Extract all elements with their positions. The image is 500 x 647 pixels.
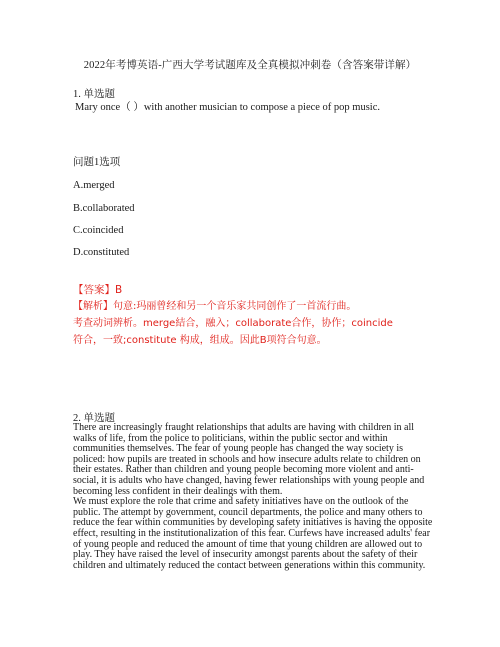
passage-line: reduce the fear within communities by developing safety initiatives is having the opposite	[73, 517, 433, 529]
question-1-stem: Mary once（ ）with another musician to compose a piece of pop music.	[75, 102, 381, 113]
analysis-block	[73, 298, 433, 349]
passage-line: of young people and reduced the amount of time that young children are allowed out to	[73, 538, 423, 550]
passage-line: communities themselves. The fear of young people has changed the way society is	[73, 443, 403, 455]
passage-line: There are increasingly fraught relationships that adults are having with children in all	[73, 422, 414, 433]
passage-line: becoming less confident in their dealings with them.	[73, 485, 283, 497]
reading-passage	[73, 423, 433, 571]
passage-line: their estates. Rather than children and young people becoming more violent and anti-	[73, 464, 414, 476]
passage-line: walks of life, from the police to politicians, within the public sector and within	[73, 432, 388, 444]
passage-line: We must explore the role that crime and safety initiatives have on the outlook of the	[73, 496, 409, 508]
question-1-heading: 1. 单选题	[73, 89, 115, 100]
passage-line: policed: how pupils are treated in schools and how insecure adults relate to children on	[73, 453, 421, 465]
option-b: B.collaborated	[73, 203, 135, 214]
passage-line: social, it is adults who have changed, having fewer relationships with young people and	[73, 474, 425, 486]
passage-line: children and ultimately reduced the contact between generations within this community.	[73, 559, 426, 571]
passage-line: public. The attempt by government, council departments, the police and many others to	[73, 506, 423, 518]
passage-line: effect, resulting in the institutionalization of this fear. Curfews have increased adults' fear	[73, 527, 431, 539]
question-2-heading: 2. 单选题	[73, 413, 115, 424]
option-c: C.coincided	[73, 225, 124, 236]
analysis-line: 【解析】句意:玛丽曾经和另一个音乐家共同创作了一首流行曲。	[73, 301, 357, 312]
analysis-line: 符合，一致;constitute 构成，组成。因此B项符合句意。	[73, 335, 327, 346]
option-a: A.merged	[73, 180, 115, 191]
analysis-line: 考查动词辨析。merge結合，融入；collaborate合作，协作；coincide	[73, 318, 393, 329]
answer-label: 【答案】B	[73, 284, 123, 296]
option-d: D.constituted	[73, 247, 130, 258]
document-title: 2022年考博英语-广西大学考试题库及全真模拟冲刺卷（含答案带详解）	[83, 60, 417, 71]
passage-line: play. They have raised the level of insecurity amongst parents about the safety of their	[73, 549, 418, 561]
options-title: 问题1选项	[73, 157, 121, 168]
